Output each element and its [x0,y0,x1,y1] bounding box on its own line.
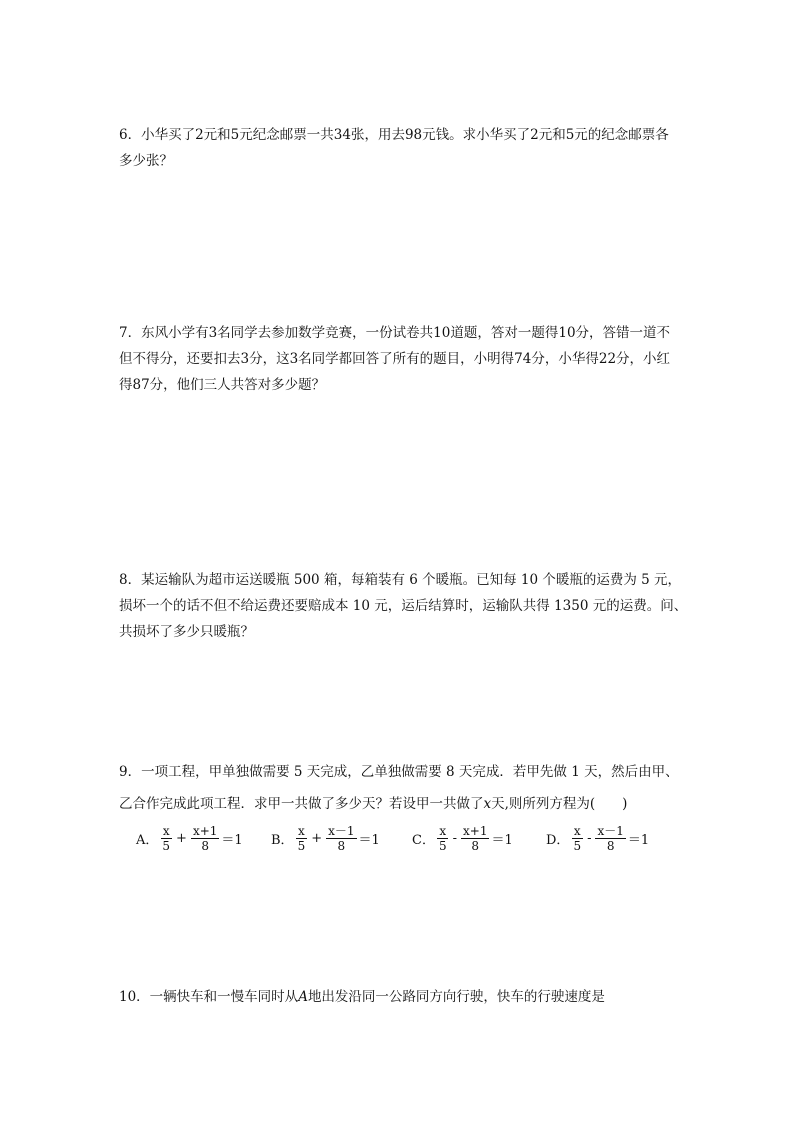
choice-a-den-1: 5 [162,838,171,853]
choice-c-num-2: x+1 [463,823,488,838]
problem-9-variable: x [483,796,492,812]
choice-b-fraction-2 [326,824,356,853]
choice-d-label: D． [546,832,570,848]
choice-c [412,820,513,856]
problem-9-line-2-b: 天,则所列方程为( ) [491,796,628,812]
problem-10 [119,984,679,1010]
choice-c-fraction-2 [461,824,489,853]
choice-d-den-1: 5 [573,838,582,853]
choice-a-equals: ＝1 [221,832,243,848]
choice-b-operator: + [311,830,323,846]
choice-d-den-2: 8 [606,838,615,853]
choice-b-fraction-1 [296,824,308,853]
choice-b [271,820,380,856]
choice-c-num-1: x [439,823,447,838]
choice-d-fraction-1 [571,824,583,853]
choice-d-num-2: x－1 [597,823,624,838]
problem-8-line-1: 8．某运输队为超市运送暖瓶 500 箱，每箱装有 6 个暖瓶。已知每 10 个暖瓶的运费为 5 元， [119,572,682,588]
choice-c-den-2: 8 [471,838,480,853]
choice-a [136,820,243,856]
choice-a-num-2: x+1 [192,823,218,838]
problem-10-variable: A [298,989,308,1005]
choice-b-num-1: x [297,823,305,838]
choice-a-fraction-2 [191,824,219,853]
problem-7-line-1: 7．东风小学有3名同学去参加数学竞赛，一份试卷共10道题，答对一题得10分，答错一道不 [119,325,671,341]
choice-d-num-1: x [573,823,581,838]
problem-7-line-3: 得87分，他们三人共答对多少题？ [119,377,326,393]
choice-b-equals: ＝1 [358,832,380,848]
problem-6-line-2: 多少张？ [119,153,173,169]
choice-c-label: C． [412,832,435,848]
choice-a-operator: + [176,830,187,846]
problem-9 [119,756,679,820]
choice-a-label: A． [136,832,159,848]
choice-a-num-1: x [162,823,170,838]
choice-c-fraction-1 [437,824,449,853]
choice-c-equals: ＝1 [491,832,513,848]
problem-9-choices [136,820,696,856]
problem-9-line-2-a: 乙合作完成此项工程．求甲一共做了多少天？若设甲一共做了 [119,796,484,812]
problem-10-line-1-b: 地出发沿同一公路同方向行驶，快车的行驶速度是 [307,989,605,1005]
choice-b-num-2: x－1 [328,823,355,838]
problem-7-line-2: 但不得分，还要扣去3分，这3名同学都回答了所有的题目，小明得74分，小华得22分，小红 [119,351,671,367]
problem-6 [119,122,679,174]
problem-8-line-2: 损坏一个的话不但不给运费还要赔成本 10 元，运后结算时，运输队共得 1350 元的运费。问、 [119,598,688,614]
problem-6-line-1: 6．小华买了2元和5元纪念邮票一共34张，用去98元钱。求小华买了2元和5元的纪念邮票各 [119,127,669,143]
problem-9-line-2 [119,788,679,820]
choice-d-fraction-2 [595,824,625,853]
choice-a-fraction-1 [160,824,172,853]
choice-c-operator: - [452,830,457,846]
choice-d-equals: ＝1 [627,832,650,848]
choice-b-den-1: 5 [297,838,306,853]
choice-b-label: B． [271,832,294,848]
problem-7 [119,320,679,398]
choice-d [546,820,649,856]
problem-8 [119,567,688,645]
problem-10-line-1-a: 10．一辆快车和一慢车同时从 [119,989,299,1005]
choice-d-operator: - [587,830,592,846]
problem-8-line-3: 共损坏了多少只暖瓶？ [119,624,254,640]
problem-10-line-1 [119,984,679,1010]
choice-a-den-2: 8 [201,838,209,853]
problem-9-line-1: 9．一项工程，甲单独做需要 5 天完成，乙单独做需要 8 天完成．若甲先做 1 天，然后由甲、 [119,764,679,780]
choice-b-den-2: 8 [337,838,346,853]
choice-c-den-1: 5 [438,838,447,853]
